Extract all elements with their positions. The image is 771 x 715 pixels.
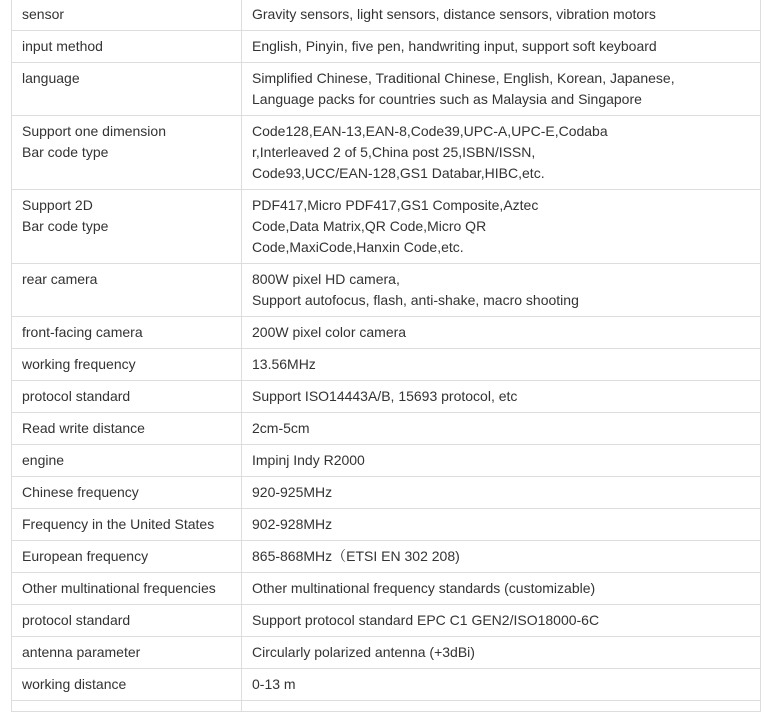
row-value: Impinj Indy R2000	[242, 445, 761, 477]
row-value: English, Pinyin, five pen, handwriting input, support soft keyboard	[242, 31, 761, 63]
row-value: Other multinational frequency standards (customizable)	[242, 573, 761, 605]
table-row-partial	[12, 701, 761, 712]
row-label: working frequency	[12, 349, 242, 381]
table-row-sensor	[12, 0, 761, 31]
row-label: Frequency in the United States	[12, 509, 242, 541]
row-label: Chinese frequency	[12, 477, 242, 509]
row-label: front-facing camera	[12, 317, 242, 349]
row-label: protocol standard	[12, 381, 242, 413]
row-value: Circularly polarized antenna (+3dBi)	[242, 637, 761, 669]
table-row-protocol-standard	[12, 381, 761, 413]
row-label: antenna parameter	[12, 637, 242, 669]
row-label: Read write distance	[12, 413, 242, 445]
spec-table	[11, 0, 761, 712]
table-row-chinese-frequency	[12, 477, 761, 509]
row-label: Support 2D Bar code type	[12, 190, 242, 264]
row-label: input method	[12, 31, 242, 63]
table-row-2d-barcode	[12, 190, 761, 264]
table-row-rear-camera	[12, 264, 761, 317]
row-value: 0-13 m	[242, 669, 761, 701]
table-row-read-write-distance	[12, 413, 761, 445]
row-label: engine	[12, 445, 242, 477]
row-value: Simplified Chinese, Traditional Chinese, English, Korean, Japanese, Language packs for countries such as Malaysia and Singapore	[242, 63, 761, 116]
row-value: 902-928MHz	[242, 509, 761, 541]
row-label: sensor	[12, 0, 242, 31]
table-row-front-camera	[12, 317, 761, 349]
row-value: Support protocol standard EPC C1 GEN2/ISO18000-6C	[242, 605, 761, 637]
row-value: 865-868MHz（ETSI EN 302 208)	[242, 541, 761, 573]
row-value: 800W pixel HD camera, Support autofocus, flash, anti-shake, macro shooting	[242, 264, 761, 317]
row-value: 200W pixel color camera	[242, 317, 761, 349]
table-row-us-frequency	[12, 509, 761, 541]
row-value: 920-925MHz	[242, 477, 761, 509]
row-value	[242, 701, 761, 712]
table-row-antenna-parameter	[12, 637, 761, 669]
row-value: Code128,EAN-13,EAN-8,Code39,UPC-A,UPC-E,Codaba r,Interleaved 2 of 5,China post 25,ISBN/ISSN, Code93,UCC/EAN-128,GS1 Databar,HIBC,etc.	[242, 116, 761, 190]
table-row-input-method	[12, 31, 761, 63]
table-row-other-frequencies	[12, 573, 761, 605]
row-value: Gravity sensors, light sensors, distance sensors, vibration motors	[242, 0, 761, 31]
table-row-engine	[12, 445, 761, 477]
row-label: protocol standard	[12, 605, 242, 637]
row-label: Support one dimension Bar code type	[12, 116, 242, 190]
table-row-european-frequency	[12, 541, 761, 573]
row-value: Support ISO14443A/B, 15693 protocol, etc	[242, 381, 761, 413]
table-row-1d-barcode	[12, 116, 761, 190]
row-value: 2cm-5cm	[242, 413, 761, 445]
table-row-working-frequency	[12, 349, 761, 381]
row-label: European frequency	[12, 541, 242, 573]
row-value: 13.56MHz	[242, 349, 761, 381]
table-row-protocol-standard-uhf	[12, 605, 761, 637]
spec-table-body	[12, 0, 761, 712]
row-label: Other multinational frequencies	[12, 573, 242, 605]
row-value: PDF417,Micro PDF417,GS1 Composite,Aztec Code,Data Matrix,QR Code,Micro QR Code,MaxiCode,Hanxin Code,etc.	[242, 190, 761, 264]
row-label: language	[12, 63, 242, 116]
row-label: working distance	[12, 669, 242, 701]
table-row-working-distance	[12, 669, 761, 701]
table-row-language	[12, 63, 761, 116]
row-label	[12, 701, 242, 712]
row-label: rear camera	[12, 264, 242, 317]
